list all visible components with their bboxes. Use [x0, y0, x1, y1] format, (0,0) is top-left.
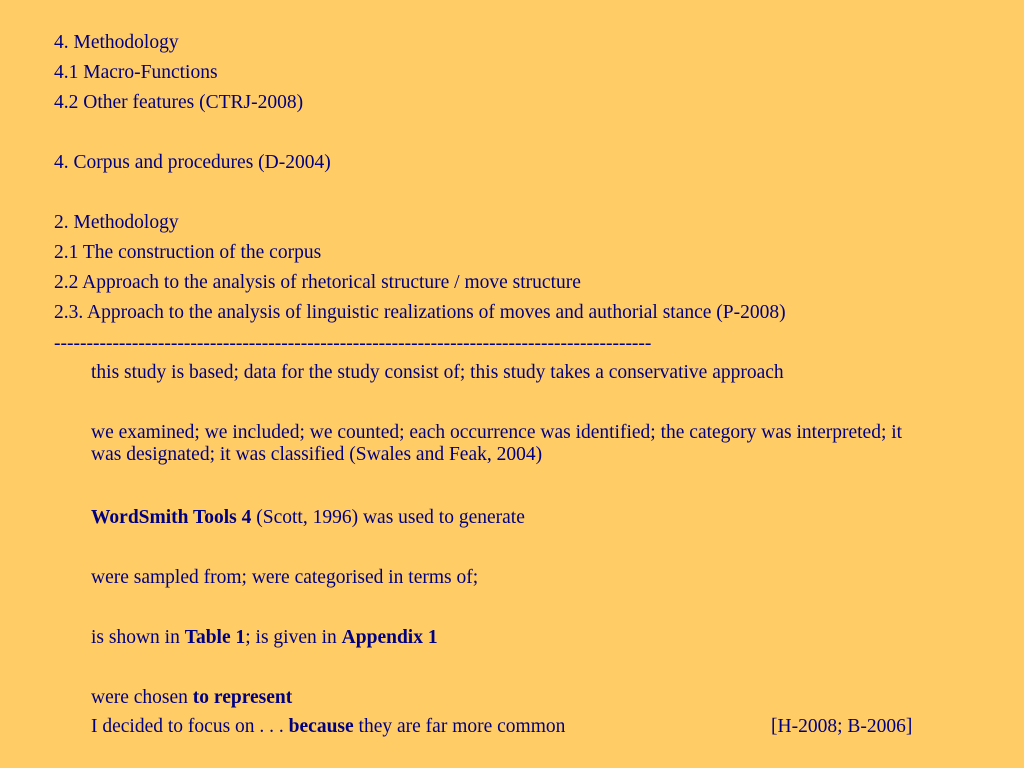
- example-phrase: we examined; we included; we counted; each occurrence was identified; the category was interpreted; it was designated; it was classified (Swales and Feak, 2004): [91, 422, 903, 465]
- example-text: ; is given in: [245, 627, 342, 648]
- outline-item: 4. Methodology: [54, 32, 179, 53]
- example-phrase: were sampled from; were categorised in terms of;: [91, 567, 479, 588]
- example-phrase: [91, 627, 438, 649]
- outline-item: 2.2 Approach to the analysis of rhetorical structure / move structure: [54, 272, 581, 293]
- example-text: were chosen: [91, 687, 193, 708]
- outline-item: 2. Methodology: [54, 212, 179, 233]
- emphasis-text: WordSmith Tools 4: [91, 507, 252, 528]
- emphasis-text: Table 1: [184, 627, 246, 648]
- example-phrase: this study is based; data for the study consist of; this study takes a conservative approach: [91, 362, 784, 383]
- emphasis-text: because: [288, 716, 354, 737]
- example-phrase: [91, 507, 525, 529]
- outline-item: 4. Corpus and procedures (D-2004): [54, 152, 331, 173]
- example-text: (Scott, 1996) was used to generate: [251, 507, 525, 528]
- outline-item: 4.1 Macro-Functions: [54, 62, 218, 83]
- example-phrase: [91, 716, 565, 738]
- outline-item: 4.2 Other features (CTRJ-2008): [54, 92, 304, 113]
- example-text: is shown in: [91, 627, 185, 648]
- separator-line: --------------------------------------------------------------------------------------------: [54, 333, 652, 354]
- emphasis-text: to represent: [192, 687, 293, 708]
- reference-citation: [H-2008; B-2006]: [771, 716, 913, 737]
- outline-item: 2.1 The construction of the corpus: [54, 242, 322, 263]
- example-text: they are far more common: [353, 716, 566, 737]
- example-phrase: [91, 687, 292, 709]
- example-text: I decided to focus on . . .: [91, 716, 289, 737]
- emphasis-text: Appendix 1: [341, 627, 438, 648]
- outline-item: 2.3. Approach to the analysis of linguistic realizations of moves and authorial stance (P-2008): [54, 302, 786, 323]
